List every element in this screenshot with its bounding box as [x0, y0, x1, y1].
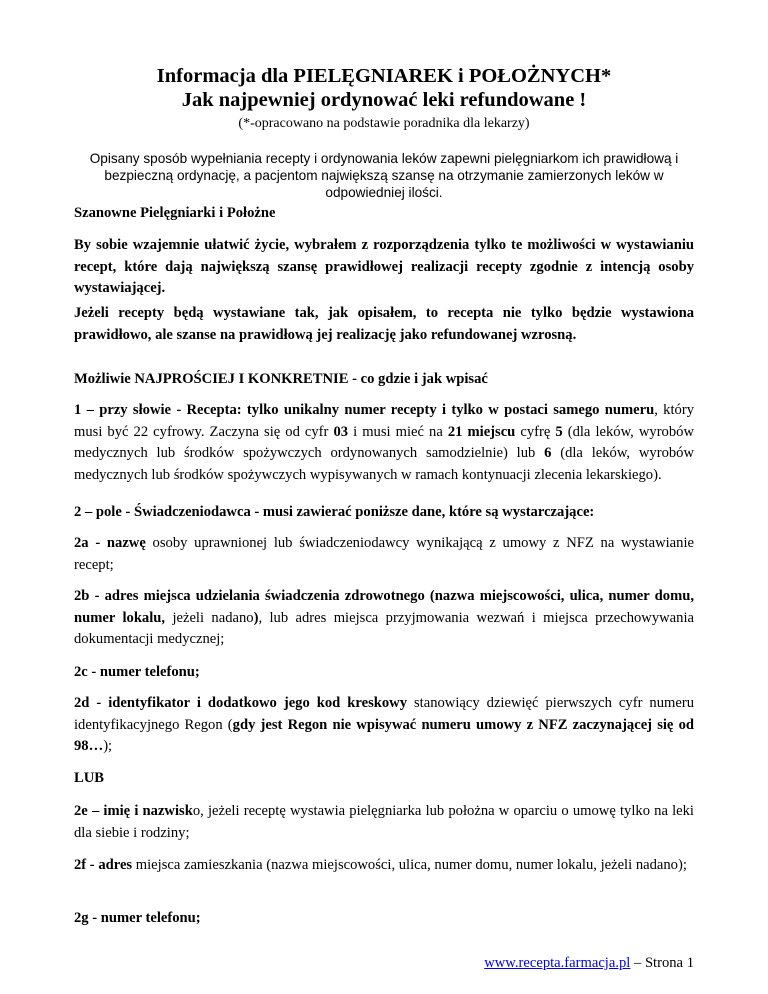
item-2f-text: miejsca zamieszkania (nazwa miejscowości, ulica, numer domu, numer lokalu, jeżeli nadano);	[132, 857, 687, 873]
page-subtitle: Jak najpewniej ordynować leki refundowane !	[181, 89, 587, 111]
item-1-bold: 6	[544, 445, 552, 461]
item-2d-text: );	[103, 738, 113, 754]
page-footer	[484, 953, 694, 973]
item-2f	[74, 855, 694, 877]
item-2a	[74, 533, 694, 576]
item-1-text: i musi mieć na	[348, 423, 448, 440]
item-2f-bold: 2f - adres	[74, 857, 133, 873]
item-2a-text: osoby uprawnionej lub świadczeniodawcy wynikającą z umowy z NFZ na wystawianie recept;	[74, 535, 694, 573]
item-2e-bold: 2e – imię i nazwisk	[74, 803, 193, 819]
item-1-lead: 1 – przy słowie - Recepta: tylko unikalny numer recepty i tylko w postaci samego numeru	[74, 402, 655, 418]
item-2b	[74, 586, 694, 651]
page-title: Informacja dla PIELĘGNIAREK i POŁOŻNYCH*	[156, 65, 612, 87]
intro-paragraph: Opisany sposób wypełniania recepty i ordynowania leków zapewni pielęgniarkom ich prawidłową i bezpieczną ordynację, a pacjentom największą szansę na otrzymanie zamierzonych leków w odpowiedniej ilości.	[89, 151, 679, 200]
item-2d-bold: 2d - identyfikator i dodatkowo jego kod kreskowy	[74, 695, 408, 711]
item-1-text: (dla leków, wyrobów medycznych lub środków spożywczych ordynowanych samodzielnie) lub	[74, 423, 694, 461]
item-1-bold: 03	[333, 423, 349, 440]
item-2b-text: jeżeli nadano	[165, 609, 254, 626]
website-link[interactable]: www.recepta.farmacja.pl	[484, 955, 631, 971]
greeting: Szanowne Pielęgniarki i Położne	[74, 205, 276, 221]
item-2d-bold: gdy jest Regon nie wpisywać numeru umowy z NFZ zaczynającej się od 98…	[74, 716, 694, 754]
title-note: (*-opracowano na podstawie poradnika dla lekarzy)	[238, 116, 530, 131]
item-2b-bold: 2b - adres miejsca udzielania świadczenia zdrowotnego (nazwa miejscowości, ulica, numer domu, numer lokalu,	[74, 588, 694, 626]
item-1-bold: 21 miejscu	[447, 423, 516, 440]
item-1-text: (dla leków, wyrobów medycznych lub środków spożywczych wypisywanych w ramach kontynuacji zlecenia lekarskiego).	[74, 445, 695, 483]
item-1	[74, 400, 694, 486]
item-2a-bold: 2a - nazwę	[74, 535, 146, 551]
item-2: 2 – pole - Świadczeniodawca - musi zawierać poniższe dane, które są wystarczające:	[74, 504, 595, 520]
item-2d	[74, 693, 694, 758]
item-2d-text: stanowiący dziewięć pierwszych cyfr numeru identyfikacyjnego Regon (	[74, 695, 694, 733]
item-2g: 2g - numer telefonu;	[74, 910, 201, 926]
section-heading: Możliwie NAJPROŚCIEJ I KONKRETNIE - co gdzie i jak wpisać	[74, 371, 488, 387]
item-2e-text: o, jeżeli receptę wystawia pielęgniarka lub położna w oparciu o umowę tylko na leki dla siebie i rodziny;	[74, 803, 694, 841]
item-1-text: , który musi być 22 cyfrowy. Zaczyna się od cyfr	[74, 402, 694, 440]
item-2c: 2c - numer telefonu;	[74, 664, 200, 680]
page-number: – Strona 1	[630, 955, 694, 971]
paragraph-1: By sobie wzajemnie ułatwić życie, wybrałem z rozporządzenia tylko te możliwości w wystawianiu recept, które dają największą szansę prawidłowej realizacji recepty zgodnie z intencją osoby wystawiającej.	[74, 237, 694, 296]
item-1-bold: 5	[555, 423, 563, 440]
item-2e	[74, 801, 694, 844]
item-1-text: cyfrę	[515, 423, 556, 440]
paragraph-2: Jeżeli recepty będą wystawiane tak, jak opisałem, to recepta nie tylko będzie wystawiona prawidłowo, ale szanse na prawidłową jej realizację jako refundowanej wzrosną.	[74, 305, 694, 343]
item-2b-text: , lub adres miejsca przyjmowania wezwań i miejsca przechowywania dokumentacji medycznej;	[74, 609, 694, 647]
or-separator: LUB	[74, 770, 105, 786]
item-2b-bold: )	[253, 609, 259, 626]
